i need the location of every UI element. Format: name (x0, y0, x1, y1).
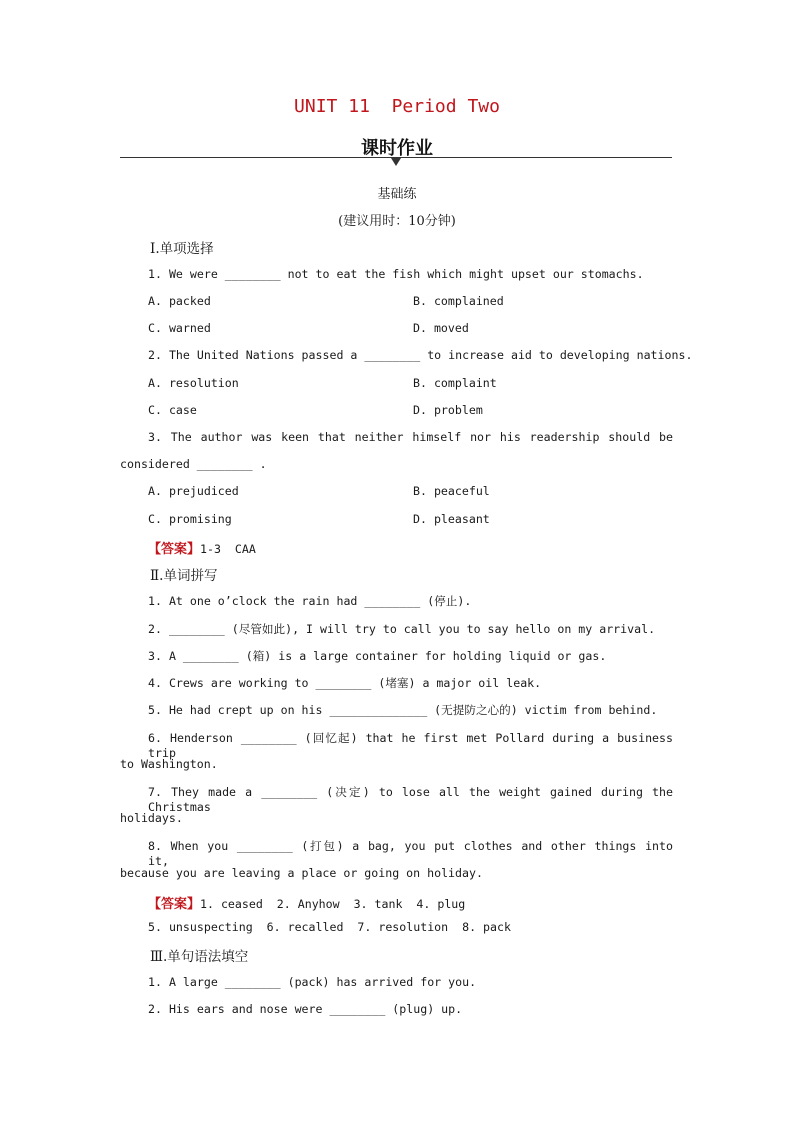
question-2-option-c: C. case (148, 403, 197, 417)
question-3-option-d: D. pleasant (413, 512, 490, 526)
homework-title: 课时作业 (361, 138, 433, 159)
question-2-option-d: D. problem (413, 403, 483, 417)
section-2-answer-line-1 (148, 893, 465, 912)
question-2-option-b: B. complaint (413, 376, 497, 390)
question-2-stem: 2. The United Nations passed a ________ to increase aid to developing nations. (148, 348, 693, 362)
question-1-stem: 1. We were ________ not to eat the fish which might upset our stomachs. (148, 267, 644, 281)
grammar-item: 2. His ears and nose were ________ (plug) up. (148, 1002, 463, 1016)
down-triangle-icon (391, 158, 401, 166)
question-2-option-a: A. resolution (148, 376, 239, 390)
section-1-title: Ⅰ.单项选择 (150, 241, 214, 257)
question-3-option-a: A. prejudiced (148, 484, 239, 498)
spelling-item-8-line-2: because you are leaving a place or going on holiday. (120, 866, 483, 880)
page-title: UNIT 11 Period Two (294, 96, 500, 117)
answer-text: 1-3 CAA (200, 542, 256, 556)
section-1-answer (148, 538, 256, 557)
spelling-item: 4. Crews are working to ________ (堵塞) a major oil leak. (148, 676, 542, 690)
question-3-stem-line-2: considered ________ . (120, 457, 267, 471)
answer-text: 1. ceased 2. Anyhow 3. tank 4. plug (200, 897, 466, 911)
grammar-item: 1. A large ________ (pack) has arrived for you. (148, 975, 477, 989)
question-1-option-c: C. warned (148, 321, 211, 335)
spelling-item: 5. He had crept up on his ______________ (无提防之心的) victim from behind. (148, 703, 658, 717)
spelling-item: 2. ________ (尽管如此), I will try to call you to say hello on my arrival. (148, 622, 656, 636)
spelling-item-6-line-1: 6. Henderson ________ (回忆起) that he first met Pollard during a business trip (148, 731, 673, 760)
question-3-option-c: C. promising (148, 512, 232, 526)
spelling-item: 1. At one o’clock the rain had ________ (停止). (148, 594, 472, 608)
spelling-item: 3. A ________ (箱) is a large container for holding liquid or gas. (148, 649, 607, 663)
level-label: 基础练 (377, 187, 417, 202)
question-1-option-b: B. complained (413, 294, 504, 308)
section-2-title: Ⅱ.单词拼写 (150, 568, 218, 584)
question-1-option-a: A. packed (148, 294, 211, 308)
question-1-option-d: D. moved (413, 321, 469, 335)
question-3-stem-line-1: 3. The author was keen that neither himself nor his readership should be (148, 430, 673, 444)
section-2-answer-line-2: 5. unsuspecting 6. recalled 7. resolution 8. pack (148, 920, 511, 934)
spelling-item-7-line-2: holidays. (120, 811, 183, 825)
answer-label: 【答案】 (148, 542, 201, 557)
spelling-item-8-line-1: 8. When you ________ (打包) a bag, you put clothes and other things into it, (148, 839, 673, 868)
question-3-option-b: B. peaceful (413, 484, 490, 498)
time-note: (建议用时：10分钟) (338, 214, 456, 229)
spelling-item-6-line-2: to Washington. (120, 757, 218, 771)
section-3-title: Ⅲ.单句语法填空 (150, 949, 249, 965)
spelling-item-7-line-1: 7. They made a ________ (决定) to lose all the weight gained during the Christmas (148, 785, 673, 814)
answer-label: 【答案】 (148, 897, 201, 912)
